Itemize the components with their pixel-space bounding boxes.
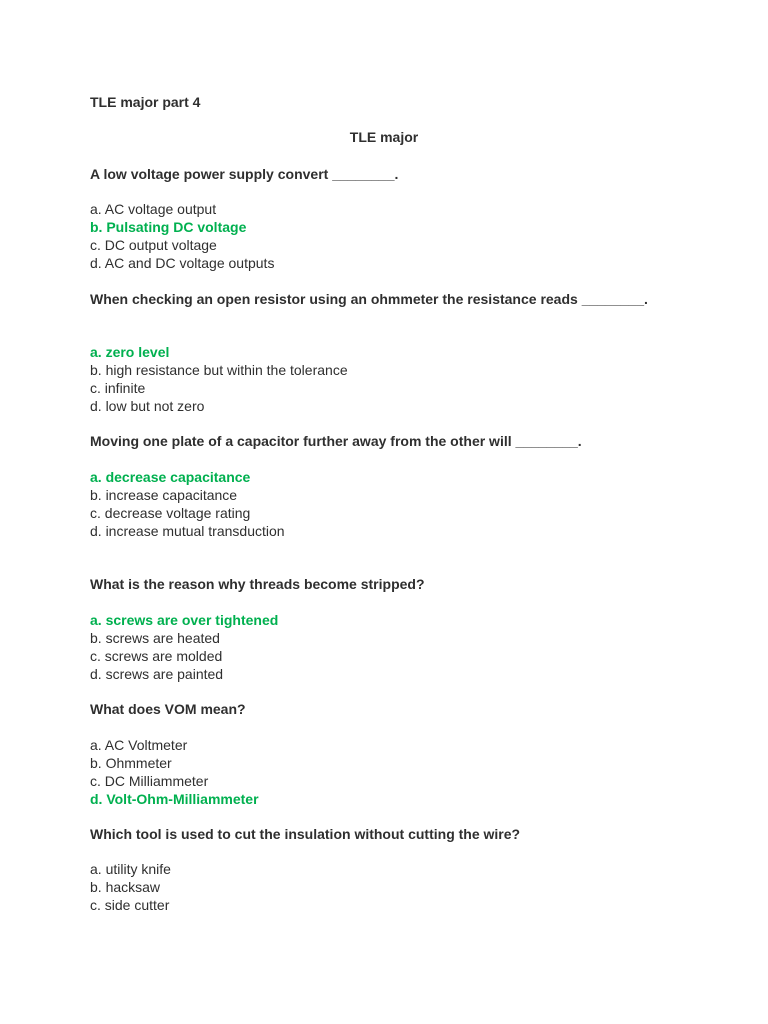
document-title: TLE major part 4: [90, 94, 201, 110]
question-1-options: [90, 200, 274, 272]
question-5-option-c: c. DC Milliammeter: [90, 773, 209, 789]
question-5-option-b: b. Ohmmeter: [90, 755, 172, 771]
question-6-options: [90, 860, 171, 914]
question-2-option-c: c. infinite: [90, 380, 146, 396]
question-3-option-b: b. increase capacitance: [90, 487, 238, 503]
question-5-options: [90, 736, 259, 808]
question-4-text: What is the reason why threads become stripped?: [90, 576, 425, 592]
question-5-option-d-correct: d. Volt-Ohm-Milliammeter: [90, 791, 259, 807]
question-4-option-c: c. screws are molded: [90, 648, 223, 664]
question-3-option-a-correct: a. decrease capacitance: [90, 469, 251, 485]
question-2-option-a-correct: a. zero level: [90, 344, 170, 360]
question-3-option-c: c. decrease voltage rating: [90, 505, 251, 521]
question-5-text: What does VOM mean?: [90, 701, 246, 717]
question-6-option-b: b. hacksaw: [90, 879, 161, 895]
question-1-text: A low voltage power supply convert ________.: [90, 166, 399, 182]
question-6-text: Which tool is used to cut the insulation without cutting the wire?: [90, 826, 521, 842]
question-5-option-a: a. AC Voltmeter: [90, 737, 188, 753]
question-1-option-c: c. DC output voltage: [90, 237, 217, 253]
question-1-option-d: d. AC and DC voltage outputs: [90, 255, 275, 271]
question-4-option-a-correct: a. screws are over tightened: [90, 612, 279, 628]
question-2-options: [90, 343, 348, 415]
question-6-option-c: c. side cutter: [90, 897, 170, 913]
question-3-options: [90, 468, 285, 540]
question-1-option-b-correct: b. Pulsating DC voltage: [90, 219, 247, 235]
question-2-option-d: d. low but not zero: [90, 398, 205, 414]
question-3-text: Moving one plate of a capacitor further away from the other will ________.: [90, 433, 582, 449]
question-2-option-b: b. high resistance but within the tolerance: [90, 362, 348, 378]
document-heading: TLE major: [349, 129, 419, 145]
question-4-options: [90, 611, 278, 683]
question-3-option-d: d. increase mutual transduction: [90, 523, 285, 539]
question-4-option-d: d. screws are painted: [90, 666, 224, 682]
question-1-option-a: a. AC voltage output: [90, 201, 217, 217]
question-4-option-b: b. screws are heated: [90, 630, 220, 646]
question-6-option-a: a. utility knife: [90, 861, 171, 877]
question-2-text: When checking an open resistor using an ohmmeter the resistance reads ________.: [90, 291, 648, 307]
